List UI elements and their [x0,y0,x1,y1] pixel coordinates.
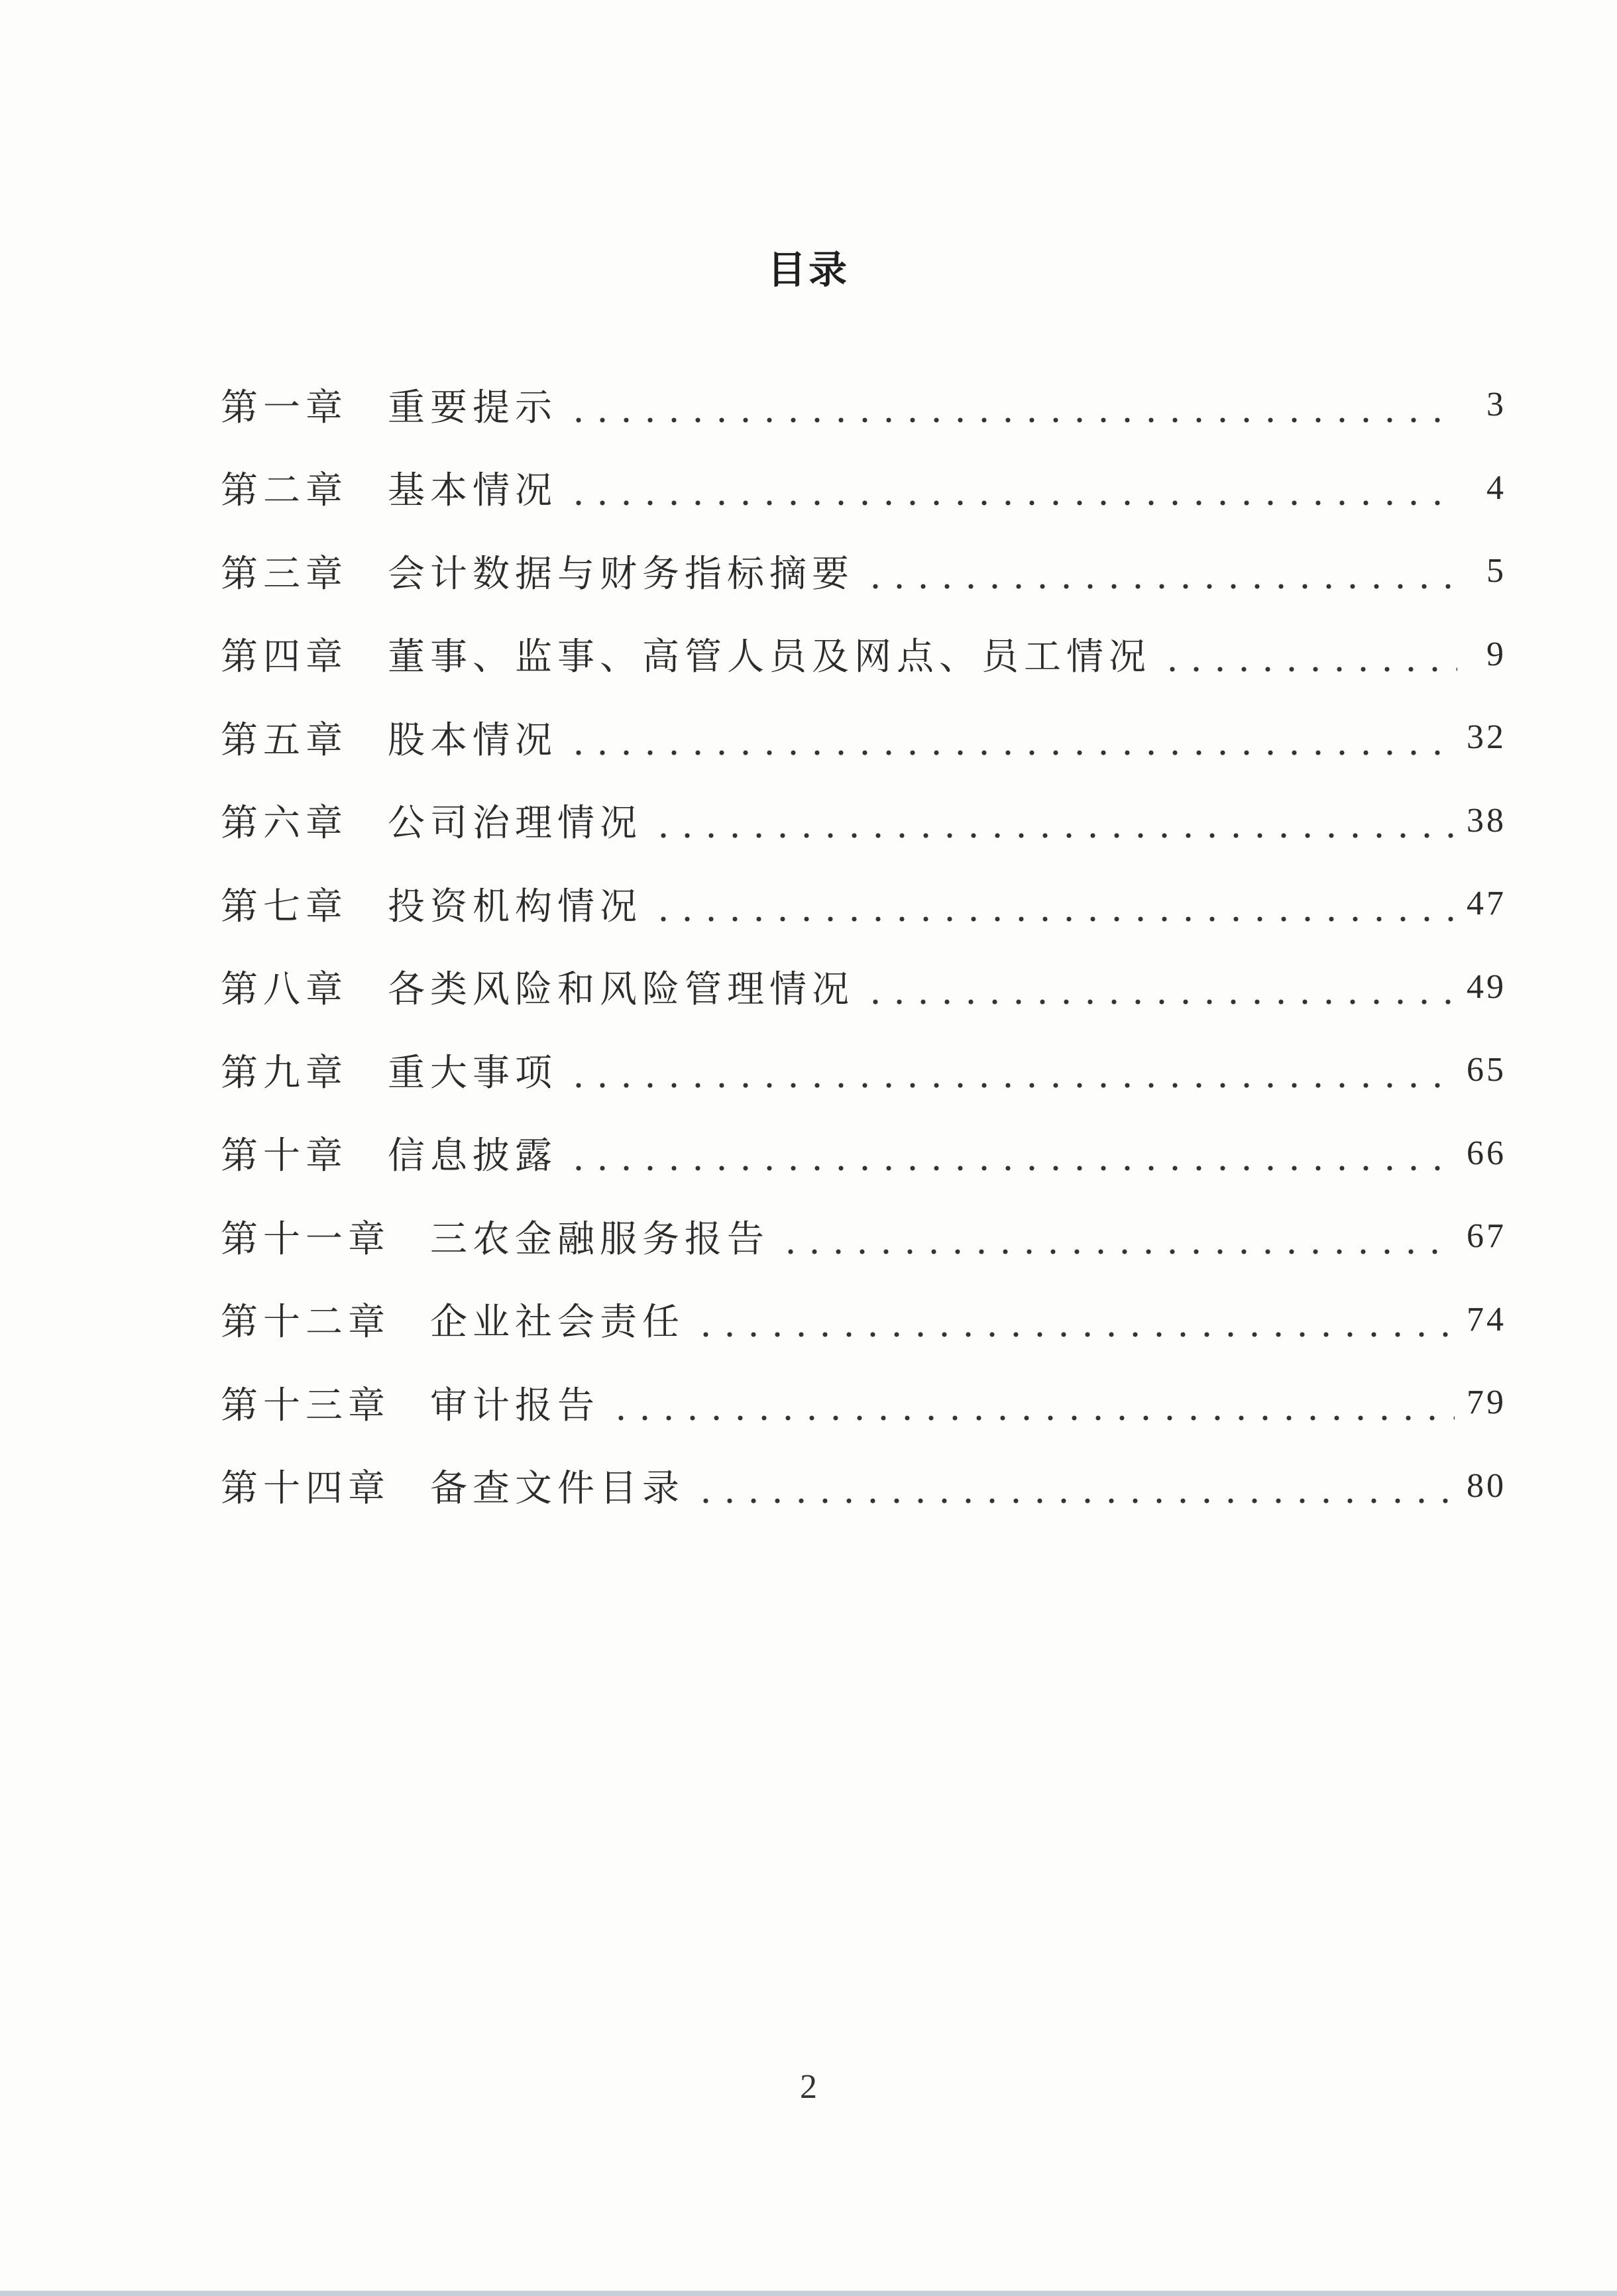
toc-entry-title: 备查文件目录 [430,1467,685,1511]
toc-entry [221,529,1506,613]
dot-leader [609,1384,1455,1421]
toc-entry-title: 董事、监事、高管人员及网点、员工情况 [388,635,1151,679]
dot-leader [567,719,1455,756]
toc-entry [221,1445,1506,1528]
toc-entry [221,1278,1506,1362]
toc-chapter-label: 第二章 [221,469,348,513]
dot-leader [779,1218,1455,1255]
toc-entry-title: 投资机构情况 [388,885,642,928]
toc-entry [221,696,1506,779]
dot-leader [1160,635,1457,673]
toc-chapter-label: 第十四章 [221,1467,390,1511]
toc-entry [221,447,1506,530]
toc-page-number: 5 [1486,552,1506,590]
dot-leader [864,553,1457,590]
toc-entry [221,1195,1506,1278]
toc-chapter-label: 第十一章 [221,1217,390,1261]
toc-chapter-label: 第八章 [221,968,348,1012]
table-of-contents [221,363,1506,1527]
toc-chapter-label: 第七章 [221,885,348,928]
dot-leader [567,469,1457,506]
toc-page-number: 3 [1486,386,1506,424]
dot-leader [651,885,1455,922]
scan-bottom-edge [0,2291,1617,2296]
toc-entry [221,1112,1506,1195]
toc-page-number: 38 [1467,801,1506,840]
dot-leader [567,1134,1455,1172]
toc-entry-title: 重大事项 [388,1051,557,1095]
dot-leader [694,1301,1455,1338]
toc-entry [221,613,1506,696]
toc-entry [221,862,1506,946]
toc-chapter-label: 第一章 [221,386,348,429]
toc-page-number: 47 [1467,885,1506,923]
toc-page-number: 80 [1467,1466,1506,1505]
dot-leader [864,968,1455,1005]
toc-page-number: 4 [1486,468,1506,507]
toc-entry-title: 基本情况 [388,469,557,513]
toc-page-number: 67 [1467,1217,1506,1256]
toc-page-number: 79 [1467,1384,1506,1422]
toc-page-number: 66 [1467,1134,1506,1172]
toc-chapter-label: 第四章 [221,635,348,679]
toc-entry-title: 公司治理情况 [388,802,642,846]
toc-entry [221,946,1506,1029]
toc-chapter-label: 第十二章 [221,1301,390,1344]
dot-leader [567,386,1457,423]
page-number: 2 [800,2068,817,2106]
toc-entry-title: 股本情况 [388,718,557,762]
toc-page-number: 65 [1467,1051,1506,1089]
dot-leader [567,1052,1455,1089]
toc-entry [221,1361,1506,1445]
dot-leader [651,802,1455,839]
toc-page-number: 74 [1467,1300,1506,1339]
toc-entry [221,779,1506,863]
toc-entry-title: 审计报告 [430,1384,600,1427]
toc-chapter-label: 第六章 [221,802,348,846]
toc-entry-title: 企业社会责任 [430,1301,685,1344]
toc-entry-title: 各类风险和风险管理情况 [388,968,854,1012]
toc-chapter-label: 第十章 [221,1134,348,1178]
toc-entry-title: 信息披露 [388,1134,557,1178]
toc-page-number: 32 [1467,718,1506,757]
toc-entry-title: 三农金融服务报告 [430,1217,769,1261]
toc-entry-title: 会计数据与财务指标摘要 [388,552,854,596]
toc-entry-title: 重要提示 [388,386,557,429]
toc-chapter-label: 第九章 [221,1051,348,1095]
toc-page-number: 49 [1467,967,1506,1006]
toc-heading: 目录 [767,247,850,292]
toc-entry [221,1028,1506,1112]
toc-chapter-label: 第五章 [221,718,348,762]
toc-page-number: 9 [1486,635,1506,673]
toc-chapter-label: 第三章 [221,552,348,596]
dot-leader [694,1467,1455,1504]
toc-chapter-label: 第十三章 [221,1384,390,1427]
toc-entry [221,363,1506,447]
